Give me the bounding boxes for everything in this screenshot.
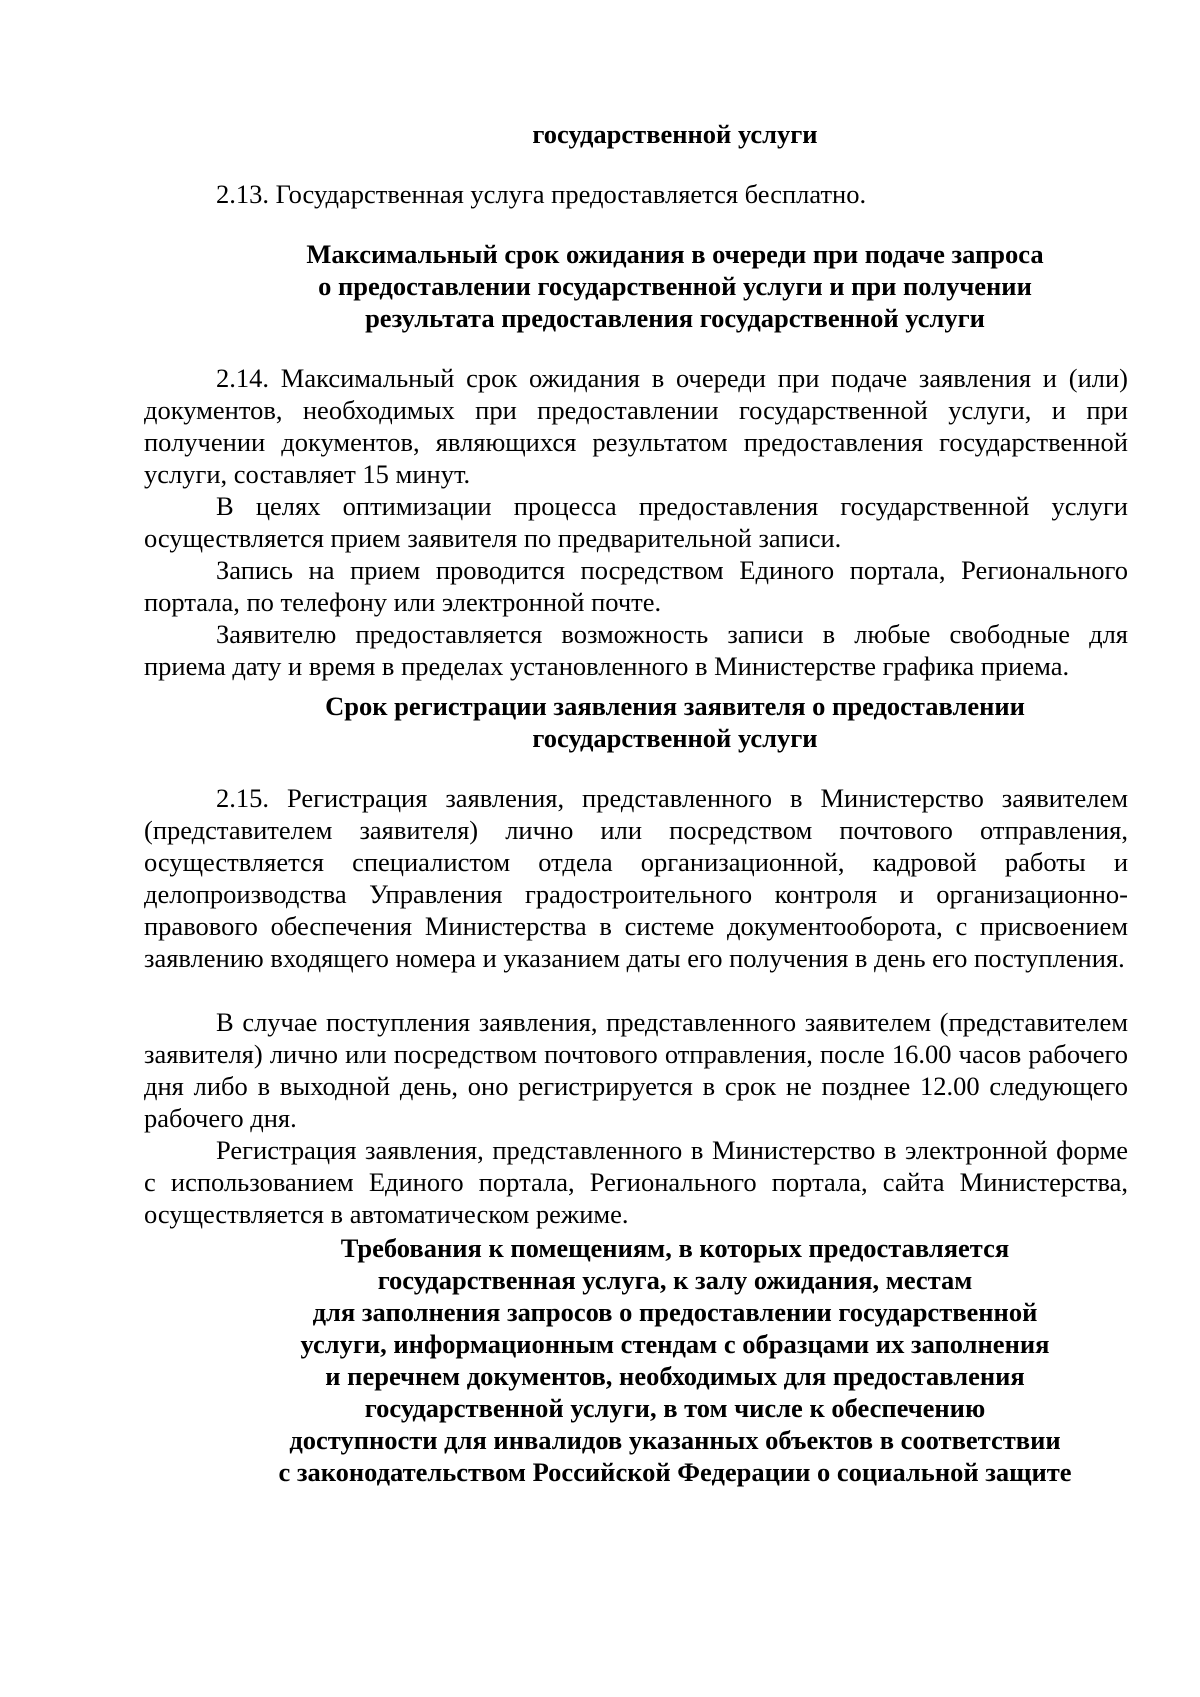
heading-line: Требования к помещениям, в которых предоставляется: [340, 1233, 1010, 1263]
section-heading-fee: [250, 118, 1100, 150]
heading-line: государственной услуги, в том числе к обеспечению: [364, 1393, 986, 1423]
heading-line: государственной услуги: [532, 119, 818, 149]
section-heading-premises: [250, 1232, 1100, 1488]
paragraph-2-14-appointment: Запись на прием проводится посредством Единого портала, Регионального портала, по телефону или электронной почте.: [144, 555, 1128, 617]
paragraph-2-15-electronic: Регистрация заявления, представленного в Министерство в электронной форме с использованием Единого портала, Регионального портала, сайта Министерства, осуществляется в автоматическом режиме.: [144, 1135, 1128, 1229]
heading-line: государственной услуги: [532, 723, 818, 753]
section-heading-waiting-time: [250, 238, 1100, 334]
heading-line: Максимальный срок ожидания в очереди при подаче запроса: [306, 239, 1044, 269]
paragraph-2-14: 2.14. Максимальный срок ожидания в очереди при подаче заявления и (или) документов, необходимых при предоставлении государственной услуги, и при получении документов, являющихся результатом предоставления государственной услуги, составляет 15 минут.: [144, 363, 1128, 489]
paragraph-2-13: 2.13. Государственная услуга предоставляется бесплатно.: [216, 179, 867, 209]
paragraph-2-14-optimization: В целях оптимизации процесса предоставления государственной услуги осуществляется прием заявителя по предварительной записи.: [144, 491, 1128, 553]
heading-line: государственная услуга, к залу ожидания, местам: [377, 1265, 973, 1295]
heading-line: результата предоставления государственной услуги: [365, 303, 985, 333]
paragraph-2-15-after-hours: В случае поступления заявления, представленного заявителем (представителем заявителя) лично или посредством почтового отправления, после 16.00 часов рабочего дня либо в выходной день, оно регистрируется в срок не позднее 12.00 следующего рабочего дня.: [144, 1007, 1128, 1133]
heading-line: доступности для инвалидов указанных объектов в соответствии: [289, 1425, 1061, 1455]
paragraph-2-14-schedule: Заявителю предоставляется возможность записи в любые свободные для приема дату и время в пределах установленного в Министерстве графика приема.: [144, 619, 1128, 681]
heading-line: и перечнем документов, необходимых для предоставления: [325, 1361, 1025, 1391]
heading-line: о предоставлении государственной услуги и при получении: [318, 271, 1032, 301]
paragraph-2-15: 2.15. Регистрация заявления, представленного в Министерство заявителем (представителем заявителя) лично или посредством почтового отправления, осуществляется специалистом отдела организационной, кадровой работы и делопроизводства Управления градостроительного контроля и организационно-правового обеспечения Министерства в системе документооборота, с присвоением заявлению входящего номера и указанием даты его получения в день его поступления.: [144, 783, 1128, 973]
heading-line: услуги, информационным стендам с образцами их заполнения: [300, 1329, 1050, 1359]
section-heading-registration: [250, 690, 1100, 754]
heading-line: для заполнения запросов о предоставлении государственной: [312, 1297, 1038, 1327]
heading-line: Срок регистрации заявления заявителя о предоставлении: [325, 691, 1025, 721]
heading-line: с законодательством Российской Федерации о социальной защите: [278, 1457, 1072, 1487]
